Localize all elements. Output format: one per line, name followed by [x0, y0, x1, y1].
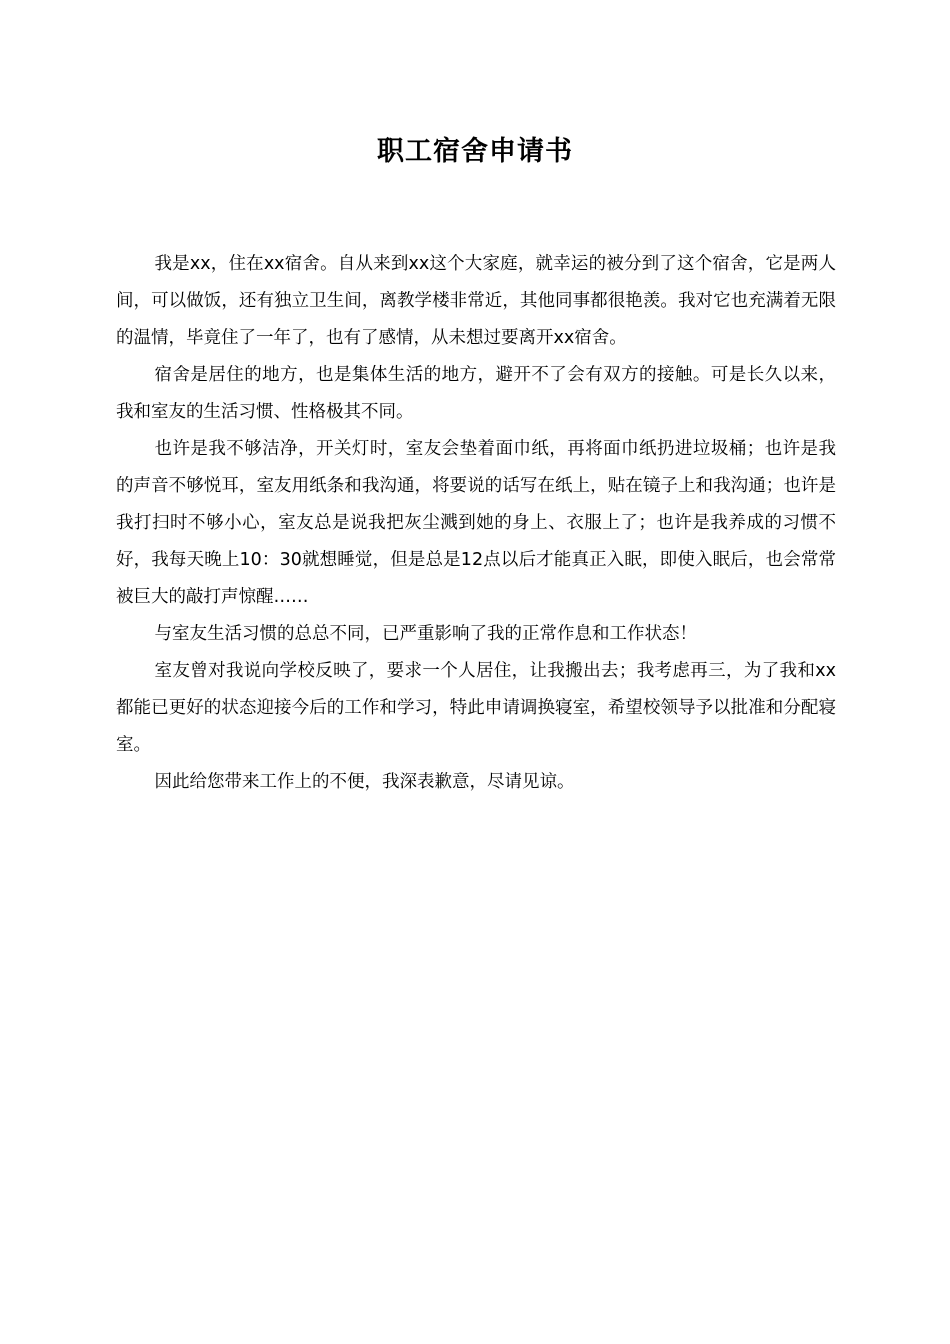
paragraph-intro: 我是xx，住在xx宿舍。自从来到xx这个大家庭，就幸运的被分到了这个宿舍，它是两人间，可以做饭，还有独立卫生间，离教学楼非常近，其他同事都很艳羡。我对它也充满着无限的温情，毕竟住了一年了，也有了感情，从未想过要离开xx宿舍。: [116, 254, 836, 348]
paragraph-request: 室友曾对我说向学校反映了，要求一个人居住，让我搬出去；我考虑再三，为了我和xx都能已更好的状态迎接今后的工作和学习，特此申请调换寝室，希望校领导予以批准和分配寝室。: [116, 661, 836, 755]
paragraph-background: 宿舍是居住的地方，也是集体生活的地方，避开不了会有双方的接触。可是长久以来，我和室友的生活习惯、性格极其不同。: [116, 365, 836, 422]
document-body: [116, 246, 836, 801]
document-title: 职工宿舍申请书: [377, 136, 573, 167]
paragraph-apology: 因此给您带来工作上的不便，我深表歉意，尽请见谅。: [154, 772, 575, 792]
paragraph-differences: 也许是我不够洁净，开关灯时，室友会垫着面巾纸，再将面巾纸扔进垃圾桶；也许是我的声音不够悦耳，室友用纸条和我沟通，将要说的话写在纸上，贴在镜子上和我沟通；也许是我打扫时不够小心，室友总是说我把灰尘溅到她的身上、衣服上了；也许是我养成的习惯不好，我每天晚上10：30就想睡觉，但是总是12点以后才能真正入眠，即使入眠后，也会常常被巨大的敲打声惊醒……: [116, 439, 836, 607]
paragraph-impact: 与室友生活习惯的总总不同，已严重影响了我的正常作息和工作状态！: [154, 624, 697, 644]
